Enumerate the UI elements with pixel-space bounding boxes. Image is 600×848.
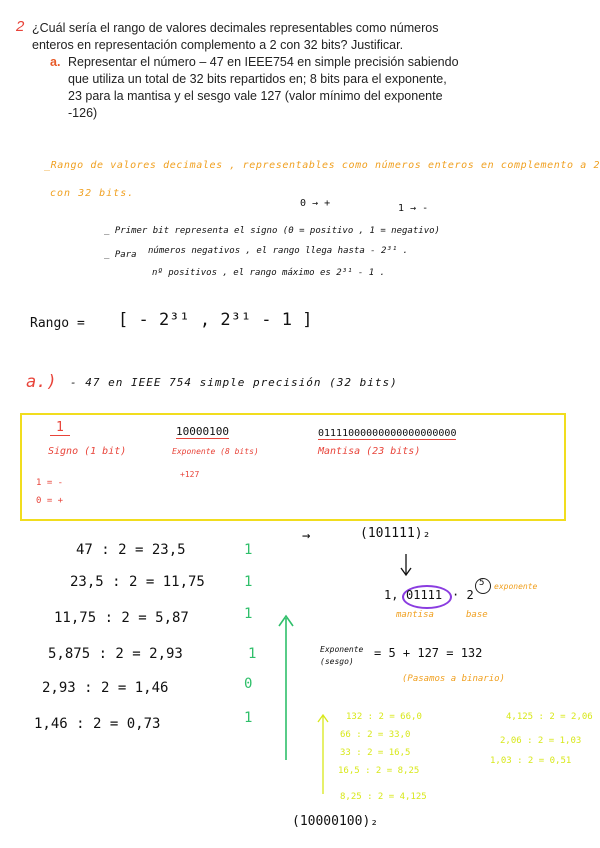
division-row: 5,875 : 2 = 2,93 — [48, 646, 183, 662]
normalized-mantissa: 01111 — [406, 588, 443, 602]
ieee754-representation-box — [20, 413, 566, 521]
mantissa-label: Mantisa (23 bits) — [318, 446, 421, 457]
division-row: 23,5 : 2 = 11,75 — [70, 574, 205, 590]
division-bit: 1 — [244, 710, 253, 726]
conversion-row: 1,03 : 2 = 0,51 — [490, 756, 572, 766]
sign-positive-note: 0 → + — [300, 198, 331, 209]
mantissa-bits: 01111000000000000000000 — [318, 428, 457, 439]
exponent-label: Exponente (8 bits) — [172, 447, 259, 456]
negative-range-line: números negativos , el rango llega hasta - 2³¹ . — [148, 246, 409, 256]
division-bit: 1 — [244, 542, 253, 558]
conversion-row: 66 : 2 = 33,0 — [340, 730, 411, 740]
question-line-2: enteros en representación complemento a 2 con 32 bits? Justificar. — [32, 38, 404, 52]
exponent-bits: 10000100 — [176, 425, 229, 438]
sign-note-positive: 0 = + — [36, 496, 64, 506]
division-row: 11,75 : 2 = 5,87 — [54, 610, 189, 626]
range-value: [ - 2³¹ , 2³¹ - 1 ] — [118, 310, 313, 330]
sign-negative-note: 1 → - — [398, 203, 429, 214]
question-line-1: ¿Cuál sería el rango de valores decimales representables como números — [32, 21, 439, 35]
normalized-prefix: 1, — [384, 588, 399, 602]
conversion-row: 132 : 2 = 66,0 — [346, 712, 422, 722]
first-bit-line: _ Primer bit representa el signo (0 = positivo , 1 = negativo) — [104, 226, 440, 236]
result-arrow: → — [302, 528, 311, 544]
sign-note-negative: 1 = - — [36, 478, 64, 488]
range-label: Rango = — [30, 316, 85, 331]
to-binary-note: (Pasamos a binario) — [402, 674, 505, 684]
conversion-row: 16,5 : 2 = 8,25 — [338, 766, 420, 776]
division-row: 1,46 : 2 = 0,73 — [34, 716, 161, 732]
division-bit: 1 — [248, 646, 257, 662]
division-bit: 0 — [244, 676, 253, 692]
exponent-calculation: = 5 + 127 = 132 — [374, 646, 483, 660]
answer2-title: - 47 en IEEE 754 simple precisión (32 bits) — [70, 376, 398, 389]
read-upward-arrow — [276, 612, 296, 762]
exponent-bias-note: +127 — [180, 470, 200, 479]
division-bit: 1 — [244, 606, 253, 622]
conversion-up-arrow — [316, 712, 330, 796]
positive-range-line: nº positivos , el rango máximo es 2³¹ - 1 . — [152, 268, 385, 278]
normalized-base: · 2 — [452, 588, 474, 602]
answer1-title-line-1: _Rango de valores decimales , representables como números enteros en complemento a 2 — [44, 160, 600, 171]
binary-value: (101111)₂ — [360, 526, 431, 541]
exponent-annotation: exponente — [494, 582, 538, 591]
conversion-row: 33 : 2 = 16,5 — [340, 748, 411, 758]
subquestion-label: a. — [50, 55, 61, 69]
conversion-row: 8,25 : 2 = 4,125 — [340, 792, 427, 802]
subquestion-line-4: -126) — [68, 106, 98, 120]
sign-bit: 1 — [50, 420, 70, 436]
question-number: 2 — [16, 18, 25, 35]
subquestion-line-2: que utiliza un total de 32 bits repartidos en; 8 bits para el exponente, — [68, 72, 447, 86]
down-arrow-icon — [398, 552, 414, 578]
subquestion-line-3: 23 para la mantisa y el sesgo vale 127 (valor mínimo del exponente — [68, 89, 443, 103]
answer2-label: a.) — [26, 372, 57, 392]
division-row: 47 : 2 = 23,5 — [76, 542, 186, 558]
division-row: 2,93 : 2 = 1,46 — [42, 680, 169, 696]
base-annotation: base — [466, 610, 488, 620]
normalized-exponent: 5 — [479, 578, 485, 588]
conversion-row: 4,125 : 2 = 2,06 — [506, 712, 593, 722]
division-bit: 1 — [244, 574, 253, 590]
subquestion-line-1: Representar el número – 47 en IEEE754 en simple precisión sabiendo — [68, 55, 459, 69]
mantissa-annotation: mantisa — [396, 610, 434, 620]
answer1-title-line-2: con 32 bits. — [50, 188, 135, 199]
para-label: _ Para — [104, 250, 137, 260]
sign-label: Signo (1 bit) — [48, 446, 127, 457]
final-exponent-binary: (10000100)₂ — [292, 814, 379, 829]
conversion-row: 2,06 : 2 = 1,03 — [500, 736, 582, 746]
exponent-bias-label: Exponente (sesgo) — [320, 645, 364, 666]
